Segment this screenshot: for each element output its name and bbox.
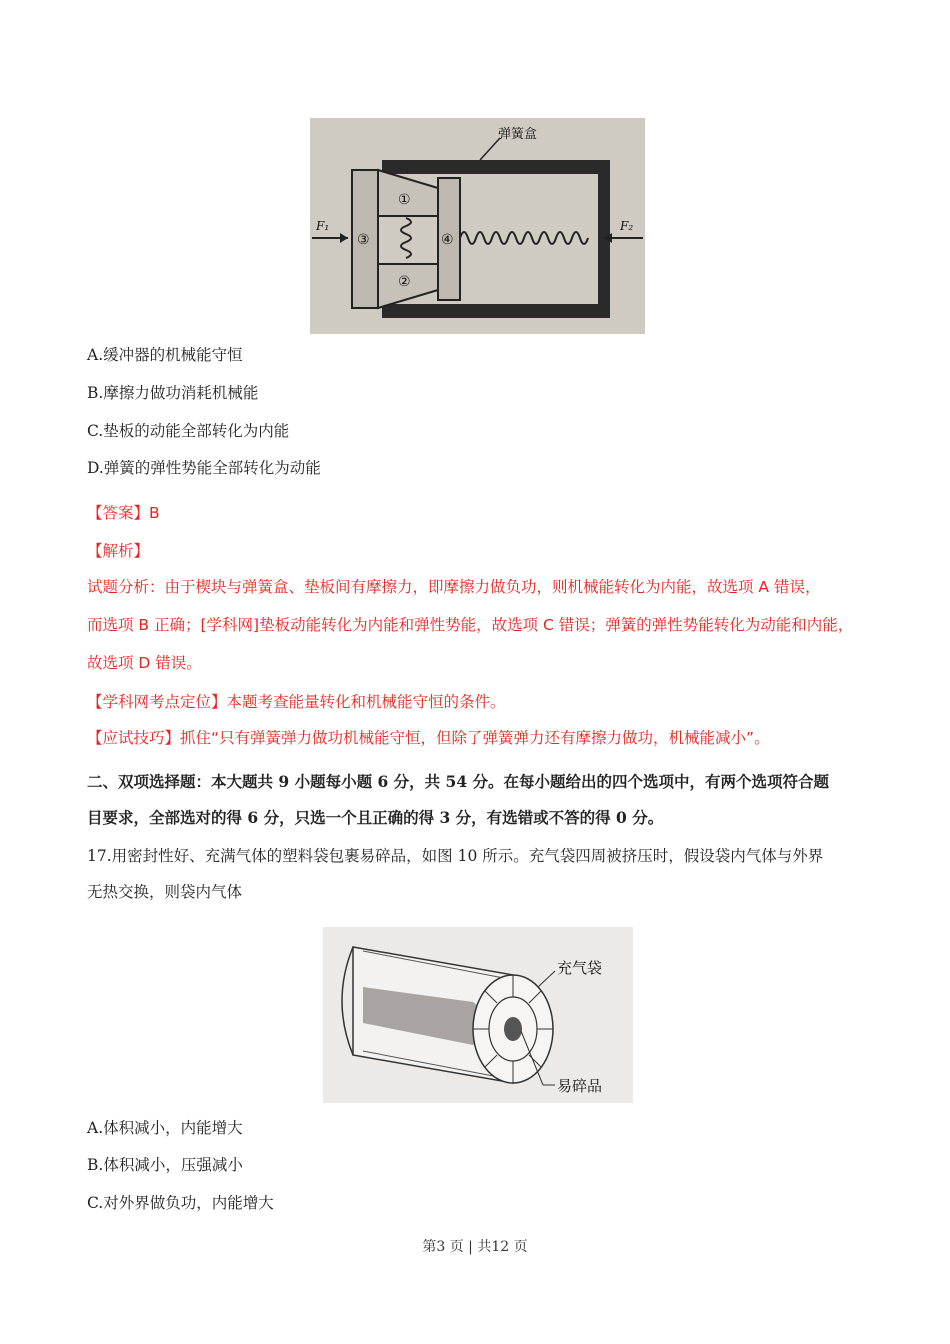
f1-label: F₁	[316, 219, 330, 233]
fragile-item-label: 易碎品	[557, 1077, 603, 1095]
airbag-diagram	[323, 927, 633, 1103]
section2-line-1: 二、双项选择题：本大题共 9 小题每小题 6 分，共 54 分。在每小题给出的四个选项中，有两个选项符合题	[87, 772, 830, 791]
box-label: 弹簧盒	[498, 127, 538, 142]
answer-line: 【答案】B	[87, 504, 160, 522]
analysis-line-2: 而选项 B 正确；[学科网]垫板动能转化为内能和弹性势能，故选项 C 错误；弹簧的弹性势能转化为动能和内能，	[87, 616, 854, 634]
spring-buffer-figure	[310, 118, 645, 334]
q17-line-1: 17.用密封性好、充满气体的塑料袋包裹易碎品，如图 10 所示。充气袋四周被挤压时，假设袋内气体与外界	[87, 847, 824, 865]
option-b: B.摩擦力做功消耗机械能	[87, 384, 259, 402]
section2-line-2: 目要求，全部选对的得 6 分，只选一个且正确的得 3 分，有选错或不答的得 0 分。	[87, 808, 664, 827]
point-line: 【学科网考点定位】本题考查能量转化和机械能守恒的条件。	[87, 693, 506, 711]
plate-3-label: ③	[357, 232, 370, 248]
wedge-2-label: ②	[398, 274, 411, 290]
analysis-line-1: 试题分析：由于楔块与弹簧盒、垫板间有摩擦力，即摩擦力做负功，则机械能转化为内能，故选项 A 错误，	[87, 578, 821, 596]
q17-option-c: C.对外界做负功，内能增大	[87, 1194, 274, 1212]
plate-4-label: ④	[441, 232, 454, 248]
q17-line-2: 无热交换，则袋内气体	[87, 883, 243, 901]
page-footer: 第3 页 | 共12 页	[422, 1239, 528, 1255]
f2-label: F₂	[620, 219, 634, 233]
q17-option-a: A.体积减小，内能增大	[87, 1119, 243, 1137]
airbag-label: 充气袋	[557, 959, 603, 977]
q17-option-b: B.体积减小，压强减小	[87, 1156, 243, 1174]
analysis-title: 【解析】	[87, 542, 150, 560]
option-a: A.缓冲器的机械能守恒	[87, 346, 243, 364]
wedge-1-label: ①	[398, 192, 411, 208]
airbag-figure	[323, 927, 633, 1103]
spring-buffer-diagram	[310, 118, 645, 334]
tip-line: 【应试技巧】抓住“只有弹簧弹力做功机械能守恒，但除了弹簧弹力还有摩擦力做功，机械能减小”。	[87, 729, 770, 747]
analysis-line-3: 故选项 D 错误。	[87, 654, 202, 672]
option-c: C.垫板的动能全部转化为内能	[87, 422, 290, 440]
option-d: D.弹簧的弹性势能全部转化为动能	[87, 459, 321, 477]
